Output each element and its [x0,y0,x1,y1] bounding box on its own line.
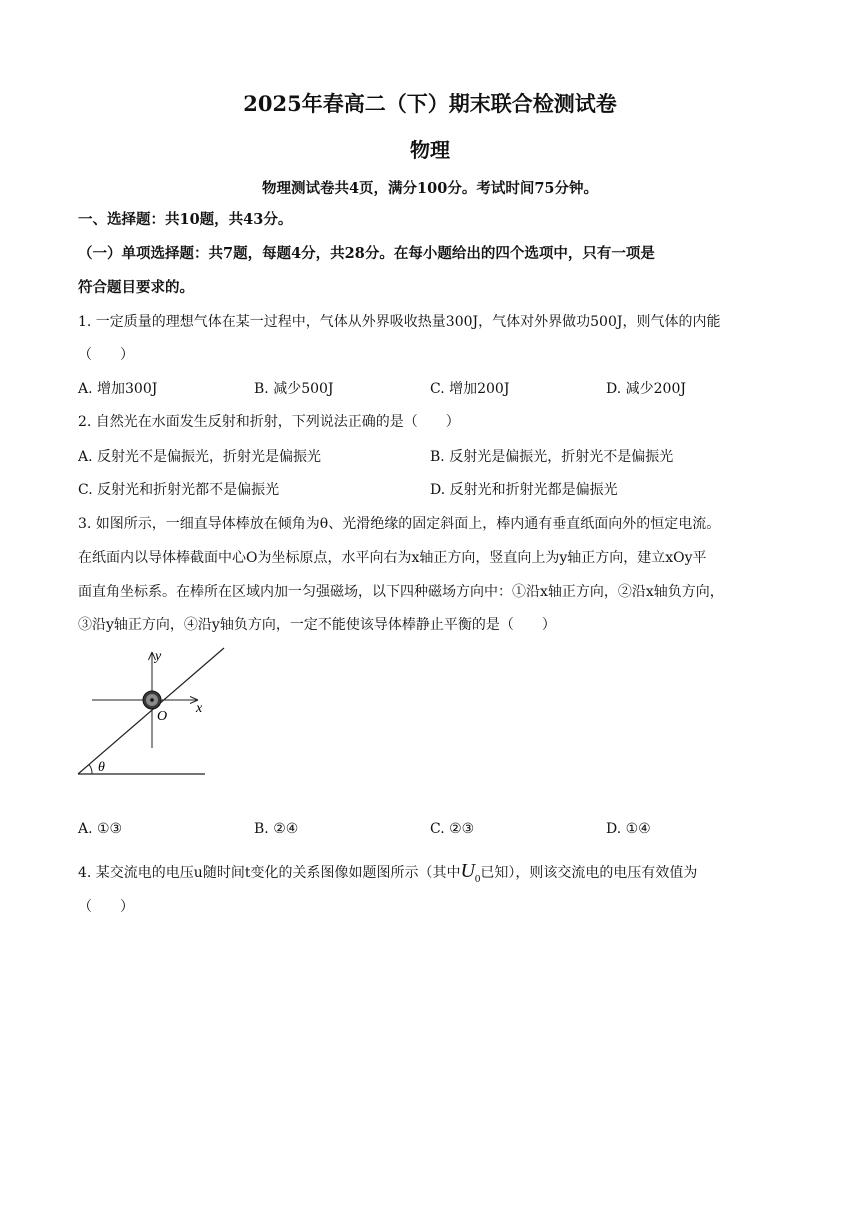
q2-option-c: C. 反射光和折射光都不是偏振光 [78,482,280,498]
exam-title: 2025年春高二（下）期末联合检测试卷 [243,91,617,116]
subsection-heading-line2: 符合题目要求的。 [78,279,194,296]
q3-stem-line1: 3. 如图所示，一细直导体棒放在倾角为θ、光滑绝缘的固定斜面上，棒内通有垂直纸面向外的恒定电流。 [78,516,721,532]
q4-stem-line2: （ ） [78,899,134,915]
current-out-dot [150,698,154,702]
q2-option-d: D. 反射光和折射光都是偏振光 [430,482,618,498]
q2-option-a: A. 反射光不是偏振光，折射光是偏振光 [78,449,322,465]
q1-option-b: B. 减少500J [254,381,334,397]
q3-option-a: A. ①③ [78,821,123,837]
angle-label: θ [98,760,105,775]
exam-info: 物理测试卷共4页，满分100分。考试时间75分钟。 [261,180,599,197]
u0-symbol: $U_0$ [460,860,481,885]
q1-stem-line2: （ ） [78,347,134,363]
q4-stem-before: 4. 某交流电的电压u随时间t变化的关系图像如题图所示（其中 [78,865,461,881]
q4-stem-line1 [78,858,788,892]
q1-option-a: A. 增加300J [78,381,158,397]
q1-option-c: C. 增加200J [430,381,510,397]
q3-stem-line3: 面直角坐标系。在棒所在区域内加一匀强磁场，以下四种磁场方向中：①沿x轴正方向，②沿x轴负方向， [78,584,724,600]
subject-title: 物理 [410,138,450,162]
q3-option-d: D. ①④ [606,821,651,837]
q3-stem-line4: ③沿y轴正方向，④沿y轴负方向，一定不能使该导体棒静止平衡的是（ ） [78,617,556,633]
q3-option-b: B. ②④ [254,821,299,837]
q1-option-d: D. 减少200J [606,381,686,397]
q4-stem-after: 已知），则该交流电的电压有效值为 [480,865,698,881]
origin-label: O [157,709,168,724]
q3-stem-line2: 在纸面内以导体棒截面中心O为坐标原点，水平向右为x轴正方向，竖直向上为y轴正方向，建立xOy平 [78,550,707,566]
subsection-heading-line1: （一）单项选择题：共7题，每题4分，共28分。在每小题给出的四个选项中，只有一项是 [78,245,655,262]
y-axis-label: y [155,649,162,664]
q2-option-b: B. 反射光是偏振光，折射光不是偏振光 [430,449,674,465]
q2-stem: 2. 自然光在水面发生反射和折射，下列说法正确的是（ ） [78,414,460,430]
q1-stem-line1: 1. 一定质量的理想气体在某一过程中，气体从外界吸收热量300J，气体对外界做功500J，则气体的内能 [78,314,721,330]
section-heading: 一、选择题：共10题，共43分。 [78,211,293,228]
x-axis-label: x [196,701,203,716]
q3-option-c: C. ②③ [430,821,475,837]
incline-figure [72,644,232,784]
angle-arc [89,765,92,774]
